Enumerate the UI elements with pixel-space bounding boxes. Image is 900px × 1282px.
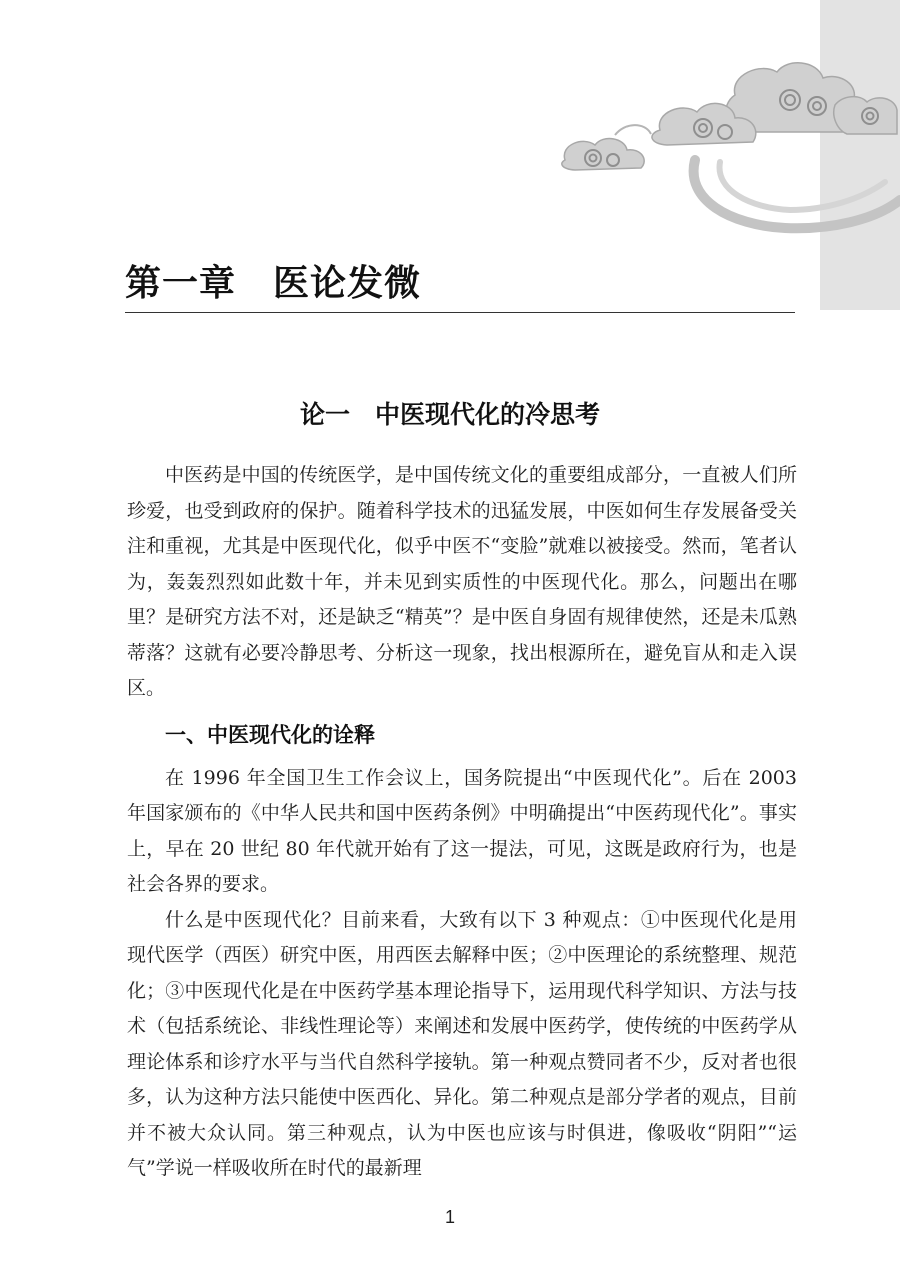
page-number: 1: [444, 1207, 455, 1227]
section-title: 论一 中医现代化的冷思考: [299, 400, 600, 429]
body-text: [127, 458, 797, 1187]
chapter-divider: [125, 312, 795, 313]
subsection-heading: 一、中医现代化的诠释: [165, 722, 375, 747]
paragraph: 在 1996 年全国卫生工作会议上，国务院提出“中医现代化”。后在 2003 年国家颁布的《中华人民共和国中医药条例》中明确提出“中医药现代化”。事实上，早在 20 世纪 80 年代就开始有了这一提法，可见，这既是政府行为，也是社会各界的要求。: [127, 766, 797, 895]
paragraph: 中医药是中国的传统医学，是中国传统文化的重要组成部分，一直被人们所珍爱，也受到政府的保护。随着科学技术的迅猛发展，中医如何生存发展备受关注和重视，尤其是中医现代化，似乎中医不“变脸”就难以被接受。然而，笔者认为，轰轰烈烈如此数十年，并未见到实质性的中医现代化。那么，问题出在哪里？是研究方法不对，还是缺乏“精英”？是中医自身固有规律使然，还是未瓜熟蒂落？这就有必要冷静思考、分析这一现象，找出根源所在，避免盲从和走入误区。: [127, 464, 797, 699]
chapter-title: 第一章 医论发微: [125, 263, 422, 304]
paragraph: 什么是中医现代化？目前来看，大致有以下 3 种观点：①中医现代化是用现代医学（西医）研究中医，用西医去解释中医；②中医理论的系统整理、规范化；③中医现代化是在中医药学基本理论指导下，运用现代科学知识、方法与技术（包括系统论、非线性理论等）来阐述和发展中医药学，使传统的中医药学从理论体系和诊疗水平与当代自然科学接轨。第一种观点赞同者不少，反对者也很多，认为这种方法只能使中医西化、异化。第二种观点是部分学者的观点，目前并不被大众认同。第三种观点，认为中医也应该与时俱进，像吸收“阴阳”“运气”学说一样吸收所在时代的最新理: [127, 908, 797, 1179]
auspicious-cloud-icon: [555, 50, 900, 245]
